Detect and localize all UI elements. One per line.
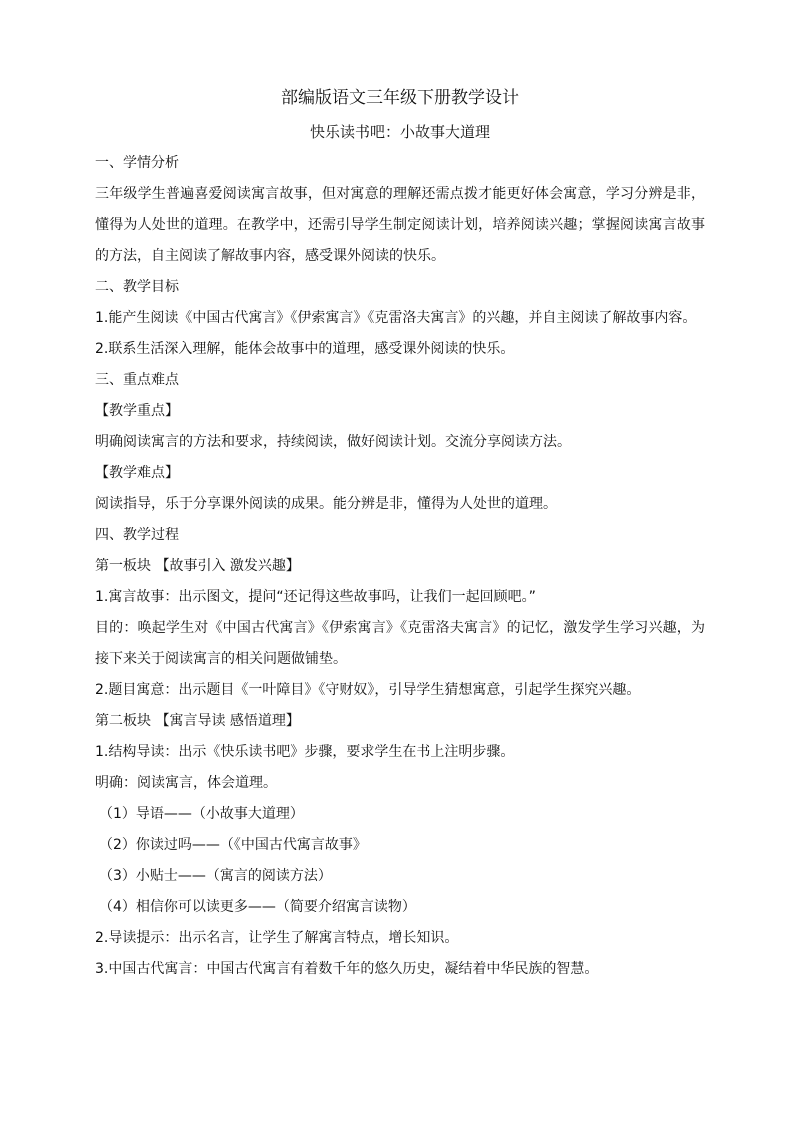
goal-2: 2.联系生活深入理解，能体会故事中的道理，感受课外阅读的快乐。: [95, 341, 515, 357]
difficulty-label: 【教学难点】: [95, 465, 179, 481]
focus-text: 明确阅读寓言的方法和要求，持续阅读，做好阅读计划。交流分享阅读方法。: [95, 434, 571, 450]
block2-heading: 第二板块 【寓言导读 感悟道理】: [95, 713, 300, 729]
document-title: 部编版语文三年级下册教学设计: [281, 88, 519, 108]
goals-heading: 二、教学目标: [95, 279, 179, 295]
step-4: （4）相信你可以读更多——（简要介绍寓言读物）: [99, 899, 416, 915]
block1-item-2: 2.题目寓意：出示题目《一叶障目》《守财奴》，引导学生猜想寓意，引起学生探究兴趣。: [95, 682, 641, 698]
step-1: （1）导语——（小故事大道理）: [99, 806, 304, 822]
step-2: （2）你读过吗——（《中国古代寓言故事》: [99, 837, 367, 853]
step-3: （3）小贴士——（寓言的阅读方法）: [99, 868, 332, 884]
focus-label: 【教学重点】: [95, 403, 179, 419]
document-subtitle: 快乐读书吧：小故事大道理: [309, 123, 490, 141]
block1-heading: 第一板块 【故事引入 激发兴趣】: [95, 558, 300, 574]
goal-1: 1.能产生阅读《中国古代寓言》《伊索寓言》《克雷洛夫寓言》的兴趣，并自主阅读了解故事内容。: [95, 310, 697, 326]
document-body: [95, 84, 705, 985]
keypoints-heading: 三、重点难点: [95, 372, 179, 388]
block2-item-1: 1.结构导读：出示《快乐读书吧》步骤，要求学生在书上注明步骤。: [95, 744, 515, 760]
difficulty-text: 阅读指导，乐于分享课外阅读的成果。能分辨是非，懂得为人处世的道理。: [95, 496, 557, 512]
block2-clarify: 明确：阅读寓言，体会道理。: [95, 775, 277, 791]
process-heading: 四、教学过程: [95, 527, 179, 543]
block2-item-3: 3.中国古代寓言：中国古代寓言有着数千年的悠久历史，凝结着中华民族的智慧。: [95, 961, 599, 977]
block1-item-1: 1.寓言故事：出示图文，提问“还记得这些故事吗，让我们一起回顾吧。”: [95, 589, 536, 605]
block2-item-2: 2.导读提示：出示名言，让学生了解寓言特点，增长知识。: [95, 930, 459, 946]
analysis-text: 三年级学生普遍喜爱阅读寓言故事，但对寓意的理解还需点拨才能更好体会寓意，学习分辨是非，懂得为人处世的道理。在教学中，还需引导学生制定阅读计划，培养阅读兴趣；掌握阅读寓言故事的方法，自主阅读了解故事内容，感受课外阅读的快乐。: [95, 186, 705, 264]
block1-purpose: 目的：唤起学生对《中国古代寓言》《伊索寓言》《克雷洛夫寓言》的记忆，激发学生学习兴趣，为接下来关于阅读寓言的相关问题做铺垫。: [95, 620, 705, 667]
analysis-heading: 一、学情分析: [95, 155, 179, 171]
